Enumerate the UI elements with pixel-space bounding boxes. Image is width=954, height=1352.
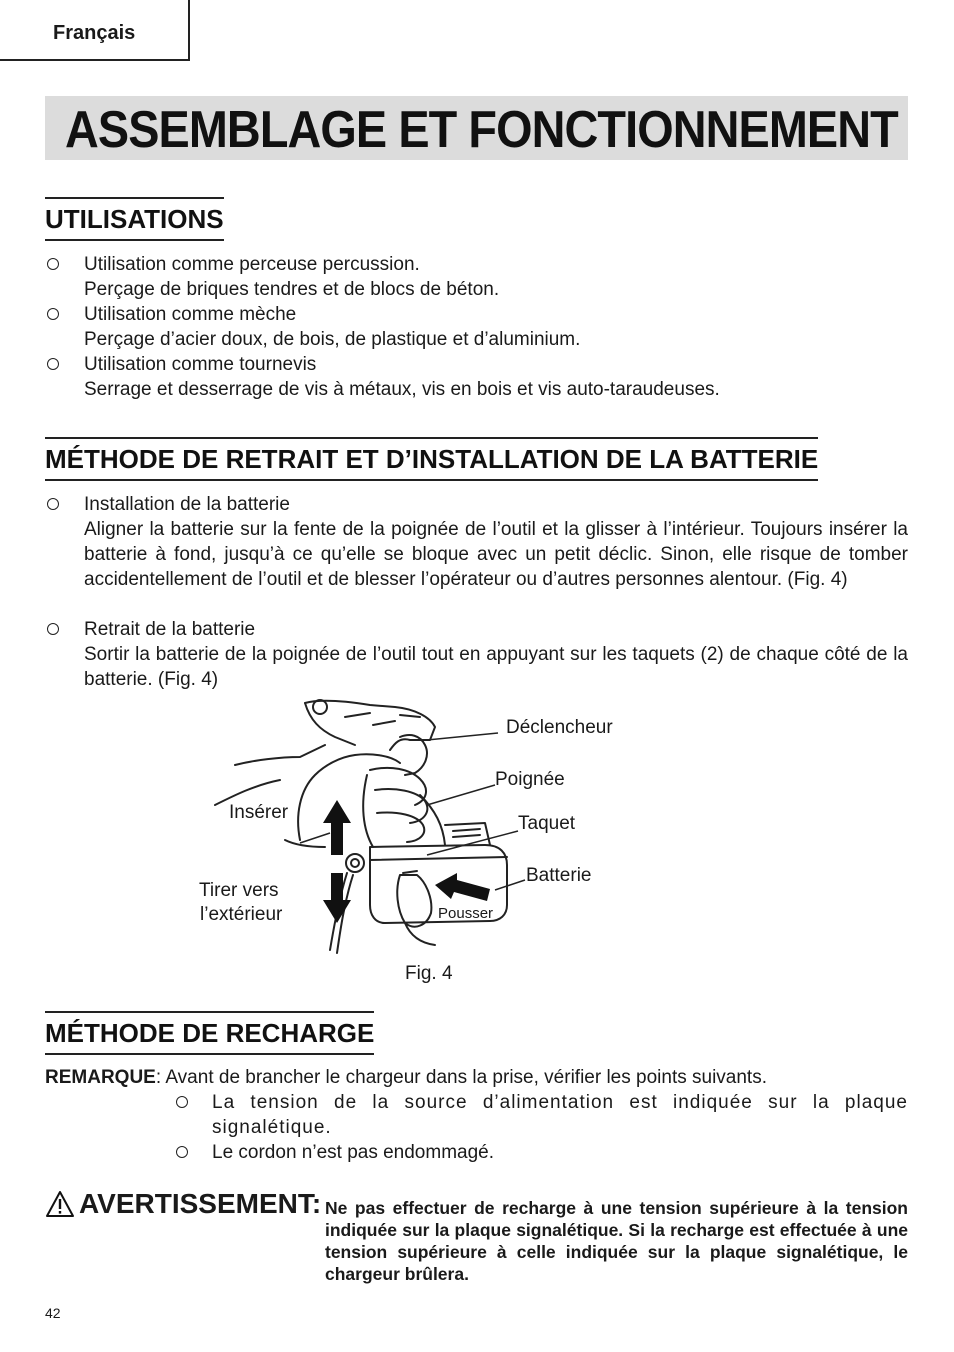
bullet-icon — [47, 258, 59, 270]
battery-install-detail: Aligner la batterie sur la fente de la poignée de l’outil et la glisser à l’intérieur. Toujours insérer la batterie à fond, jusqu’à ce qu’elle se bloque avec un petit déclic. Sinon, elle risque de tomber accidentellement de l’outil et de blesser l’opérateur ou d’autres personnes alentour. (Fig. 4) — [84, 519, 908, 590]
label-battery: Batterie — [526, 865, 592, 886]
warning-text: Ne pas effectuer de recharge à une tension supérieure à la tension indiquée sur la plaque signalétique. Si la recharge est effectuée à une tension supérieure à celle indiquée sur la plaque signalétique, le chargeur brûlera. — [325, 1198, 908, 1284]
language-tab — [0, 0, 190, 61]
warning-label-text: AVERTISSEMENT: — [79, 1188, 322, 1219]
note-text: : Avant de brancher le chargeur dans la prise, vérifier les points suivants. — [155, 1067, 767, 1088]
battery-remove-title: Retrait de la batterie — [84, 619, 256, 640]
utilisations-heading: UTILISATIONS — [45, 197, 224, 241]
page-title: ASSEMBLAGE ET FONCTIONNEMENT — [65, 101, 898, 159]
page-number: 42 — [45, 1305, 61, 1321]
label-handle: Poignée — [495, 769, 565, 790]
push-arrow-icon — [435, 873, 490, 901]
figure-4 — [195, 695, 635, 960]
battery-remove-detail: Sortir la batterie de la poignée de l’outil tout en appuyant sur les taquets (2) de chaque côté de la batterie. (Fig. 4) — [84, 644, 908, 690]
charging-check-item: La tension de la source d’alimentation est indiquée sur la plaque signalétique. — [212, 1092, 908, 1138]
bullet-icon — [47, 498, 59, 510]
utilisation-detail: Perçage de briques tendres et de blocs de béton. — [84, 279, 500, 300]
label-insert: Insérer — [229, 802, 289, 823]
bullet-icon — [176, 1096, 188, 1108]
bullet-icon — [47, 623, 59, 635]
battery-install-item — [84, 492, 908, 592]
label-push: Pousser — [438, 905, 494, 922]
label-pull-line1: Tirer vers — [199, 880, 279, 901]
utilisation-item — [84, 352, 908, 402]
battery-remove-item — [84, 617, 908, 692]
warning-triangle-icon — [45, 1190, 75, 1218]
utilisation-title: Utilisation comme tournevis — [84, 354, 317, 375]
charging-note — [45, 1065, 908, 1090]
language-label: Français — [53, 22, 136, 44]
title-band — [45, 96, 908, 160]
insert-arrow-icon — [323, 800, 351, 855]
note-label: REMARQUE — [45, 1067, 156, 1088]
battery-install-title: Installation de la batterie — [84, 494, 290, 515]
utilisation-title: Utilisation comme mèche — [84, 304, 297, 325]
battery-heading: MÉTHODE DE RETRAIT ET D’INSTALLATION DE LA BATTERIE — [45, 437, 818, 481]
utilisation-detail: Serrage et desserrage de vis à métaux, vis en bois et vis auto-taraudeuses. — [84, 379, 720, 400]
label-pull-line2: l’extérieur — [200, 904, 283, 925]
utilisation-title: Utilisation comme perceuse percussion. — [84, 254, 420, 275]
warning-label — [45, 1188, 321, 1220]
charging-check-item: Le cordon n’est pas endommagé. — [212, 1142, 495, 1163]
charging-heading: MÉTHODE DE RECHARGE — [45, 1011, 374, 1055]
bullet-icon — [47, 308, 59, 320]
bullet-icon — [47, 358, 59, 370]
label-latch: Taquet — [518, 813, 576, 834]
bullet-icon — [176, 1146, 188, 1158]
figure-caption: Fig. 4 — [405, 963, 453, 984]
utilisation-item — [84, 252, 908, 302]
label-trigger: Déclencheur — [506, 717, 613, 738]
utilisation-detail: Perçage d’acier doux, de bois, de plastique et d’aluminium. — [84, 329, 581, 350]
utilisation-item — [84, 302, 908, 352]
